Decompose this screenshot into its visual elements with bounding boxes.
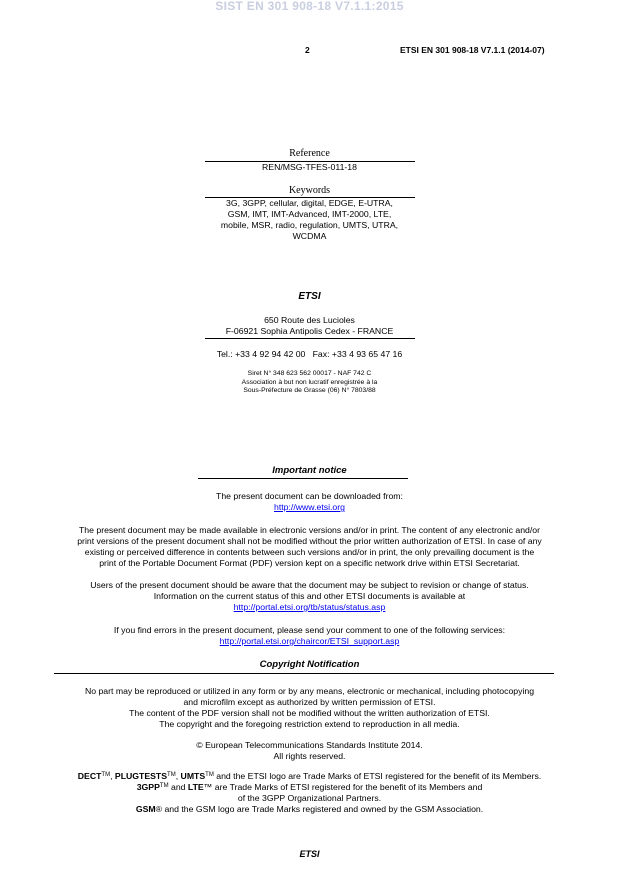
copyright-line: The content of the PDF version shall not be modified without the written authorization of ETSI. [129, 708, 490, 718]
trademark-and: and [168, 782, 188, 792]
notice-line: Users of the present document should be aware that the document may be subject to revision or change of status. [90, 580, 529, 590]
status-link[interactable]: http://portal.etsi.org/tb/status/status.asp [233, 602, 386, 612]
keywords-line: 3G, 3GPP, cellular, digital, EDGE, E-UTRA, [226, 198, 393, 208]
important-notice-title: Important notice [272, 465, 347, 476]
support-link-row [0, 636, 619, 647]
header-doc-reference: ETSI EN 301 908-18 V7.1.1 (2014-07) [400, 45, 545, 55]
copyright-line: The copyright and the foregoing restriction extend to reproduction in all media. [159, 719, 460, 729]
notice-line: Information on the current status of this and other ETSI documents is available at [153, 591, 466, 601]
notice-line: print versions of the present document shall not be modified without the prior written authorization of ETSI. In case of any [77, 536, 542, 546]
trademark-line-3: of the 3GPP Organizational Partners. [237, 793, 382, 803]
keywords-line: mobile, MSR, radio, regulation, UMTS, UTRA, [220, 220, 399, 230]
copyright-notice-line: All rights reserved. [273, 751, 346, 761]
tm-dect: DECT [77, 771, 102, 781]
tm-gsm: GSM [135, 804, 156, 814]
etsi-org-name: ETSI [298, 291, 321, 302]
tm-superscript: TM [101, 772, 111, 778]
notice-paragraph-1 [0, 525, 619, 569]
trademarks [0, 771, 619, 815]
copyright-notice [0, 740, 619, 762]
tm-superscript: TM [167, 772, 176, 778]
copyright-title: Copyright Notification [259, 659, 360, 670]
trademark-text: and the ETSI logo are Trade Marks of ETSI registered for the benefit of its Members. [213, 771, 542, 781]
trademark-text: ® and the GSM logo are Trade Marks registered and owned by the GSM Association. [155, 804, 484, 814]
etsi-website-link[interactable]: http://www.etsi.org [274, 502, 345, 512]
trademark-line-4 [0, 804, 619, 815]
keywords-line: WCDMA [292, 231, 327, 241]
keywords-line: GSM, IMT, IMT-Advanced, IMT-2000, LTE, [227, 209, 392, 219]
tm-umts: UMTS [180, 771, 206, 781]
important-notice-rule [198, 478, 408, 479]
reference-value: REN/MSG-TFES-011-18 [262, 162, 357, 172]
trademark-text: ™ are Trade Marks of ETSI registered for the benefit of its Members and [203, 782, 483, 792]
trademark-line-1: DECT™, PLUGTESTS™, UMTS™ and the ETSI logo are Trade Marks of ETSI registered for the benefit of its Members. [77, 771, 542, 781]
copyright-rule [54, 673, 554, 674]
address-rule [205, 338, 415, 339]
tm-lte: LTE [187, 782, 204, 792]
notice-paragraph-2 [0, 580, 619, 613]
notice-line: The present document may be made available in electronic versions and/or in print. The content of any electronic and/or [78, 525, 541, 535]
copyright-line: No part may be reproduced or utilized in any form or by any means, electronic or mechanical, including photocopying [84, 686, 535, 696]
support-link[interactable]: http://portal.etsi.org/chaircor/ETSI_support.asp [219, 636, 400, 646]
tm-plugtests: PLUGTESTS [114, 771, 168, 781]
trademark-line-2 [0, 782, 619, 793]
notice-paragraph-3 [0, 625, 619, 647]
siret-line: Sous-Préfecture de Grasse (06) N° 7803/88 [243, 387, 376, 394]
siret-line: Siret N° 348 623 562 00017 - NAF 742 C [247, 370, 372, 377]
address-line-2: F-06921 Sophia Antipolis Cedex - FRANCE [225, 326, 394, 336]
address-line-1: 650 Route des Lucioles [264, 315, 355, 325]
status-link-row [0, 602, 619, 613]
page-number: 2 [305, 45, 310, 55]
siret-line: Association à but non lucratif enregistrée à la [241, 378, 378, 386]
keywords-label: Keywords [288, 185, 331, 196]
notice-line: print of the Portable Document Format (PDF) version kept on a specific network drive within ETSI Secretariat. [99, 558, 520, 568]
download-link-row [0, 502, 619, 513]
notice-line: existing or perceived difference in contents between such versions and/or in print, the only prevailing document is the [84, 547, 535, 557]
keywords-list [0, 198, 619, 242]
siret-info [0, 370, 619, 396]
tm-3gpp: 3GPP [136, 782, 160, 792]
notice-line: If you find errors in the present document, please send your comment to one of the following services: [113, 625, 506, 635]
tm-superscript: TM [159, 783, 169, 789]
tm-superscript: TM [205, 772, 214, 778]
phone-fax: Tel.: +33 4 92 94 42 00 Fax: +33 4 93 65 47 16 [216, 349, 403, 359]
watermark: SIST EN 301 908-18 V7.1.1:2015 [215, 0, 404, 13]
download-text: The present document can be downloaded from: [216, 491, 403, 501]
reference-label: Reference [289, 148, 330, 159]
copyright-line: and microfilm except as authorized by written permission of ETSI. [183, 697, 436, 707]
footer-etsi: ETSI [299, 849, 320, 859]
copyright-notice-line: © European Telecommunications Standards Institute 2014. [196, 740, 423, 750]
copyright-paragraph [0, 686, 619, 730]
